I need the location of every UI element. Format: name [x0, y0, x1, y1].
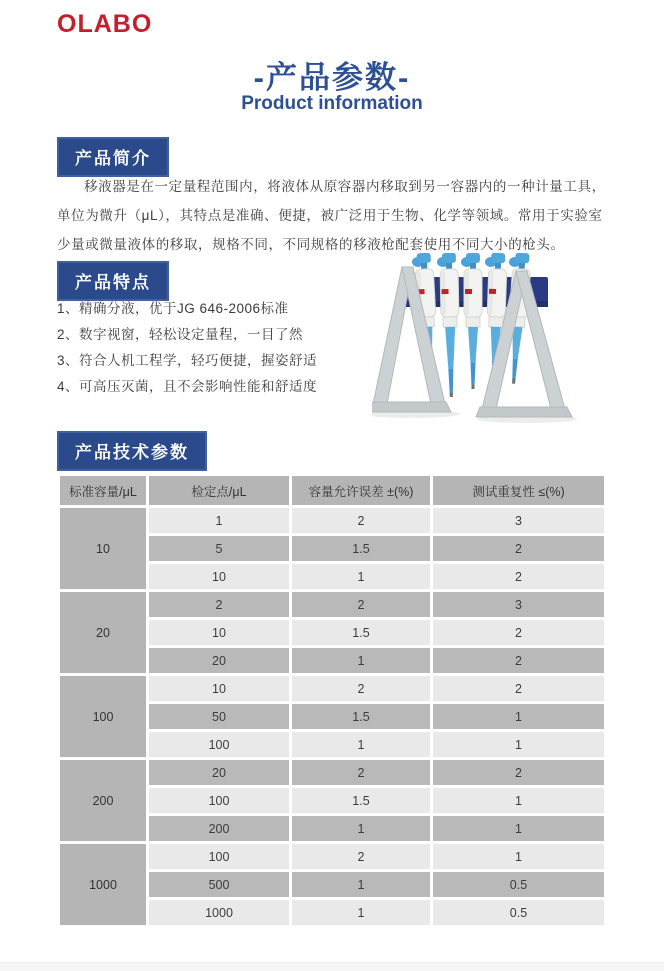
pipette — [464, 253, 482, 389]
capacity-cell: 1000 — [60, 844, 146, 925]
spec-cell: 1 — [433, 816, 604, 841]
table-row — [60, 844, 604, 869]
spec-cell: 20 — [149, 760, 289, 785]
spec-cell: 1.5 — [292, 620, 430, 645]
spec-cell: 10 — [149, 620, 289, 645]
spec-cell: 100 — [149, 844, 289, 869]
feature-item: 3、符合人机工程学，轻巧便捷，握姿舒适 — [57, 353, 318, 368]
feature-item: 1、精确分液，优于JG 646-2006标准 — [57, 301, 289, 316]
spec-cell: 100 — [149, 732, 289, 757]
spec-cell: 2 — [292, 508, 430, 533]
spec-cell: 1 — [292, 732, 430, 757]
section-heading-intro: 产品简介 — [57, 137, 169, 177]
intro-paragraph: 移液器是在一定量程范围内，将液体从原容器内移取到另一容器内的一种计量工具，单位为微升（μL），其特点是准确、便捷，被广泛用于生物、化学等领域。常用于实验室少量或微量液体的移取，规格不同，不同规格的移液枪配套使用不同大小的枪头。 — [57, 179, 606, 252]
feature-list — [57, 296, 357, 400]
spec-cell: 1 — [292, 872, 430, 897]
specs-table-header-row — [60, 476, 604, 505]
spec-cell: 200 — [149, 816, 289, 841]
specs-table — [57, 473, 607, 928]
pipette-stand-photo — [372, 253, 577, 431]
spec-cell: 1 — [292, 816, 430, 841]
spec-cell: 50 — [149, 704, 289, 729]
spec-cell: 1 — [149, 508, 289, 533]
spec-cell: 2 — [433, 760, 604, 785]
table-row — [60, 592, 604, 617]
specs-table-body — [60, 508, 604, 925]
spec-cell: 20 — [149, 648, 289, 673]
spec-cell: 2 — [433, 648, 604, 673]
spec-cell: 2 — [433, 620, 604, 645]
column-header: 检定点/μL — [149, 476, 289, 505]
spec-cell: 2 — [292, 592, 430, 617]
spec-cell: 500 — [149, 872, 289, 897]
spec-cell: 2 — [433, 564, 604, 589]
capacity-cell: 20 — [60, 592, 146, 673]
section-heading-features: 产品特点 — [57, 261, 169, 301]
spec-cell: 0.5 — [433, 872, 604, 897]
table-row — [60, 676, 604, 701]
spec-cell: 2 — [433, 676, 604, 701]
page-title-cn: -产品参数- — [253, 60, 411, 95]
section-heading-specs: 产品技术参数 — [57, 431, 207, 471]
capacity-cell: 10 — [60, 508, 146, 589]
spec-cell: 100 — [149, 788, 289, 813]
spec-cell: 2 — [292, 760, 430, 785]
capacity-cell: 100 — [60, 676, 146, 757]
column-header: 标准容量/μL — [60, 476, 146, 505]
spec-cell: 1 — [292, 900, 430, 925]
page-footer-strip — [0, 962, 664, 971]
spec-cell: 1 — [292, 648, 430, 673]
spec-cell: 1 — [433, 704, 604, 729]
spec-cell: 10 — [149, 676, 289, 701]
column-header: 测试重复性 ≤(%) — [433, 476, 604, 505]
spec-cell: 5 — [149, 536, 289, 561]
spec-cell: 2 — [149, 592, 289, 617]
spec-cell: 1 — [292, 564, 430, 589]
spec-cell: 1000 — [149, 900, 289, 925]
spec-cell: 2 — [433, 536, 604, 561]
spec-cell: 1 — [433, 788, 604, 813]
page-title-en: Product information — [241, 93, 423, 114]
brand-logo: OLABO — [57, 10, 153, 38]
feature-item: 2、数字视窗，轻松设定量程，一目了然 — [57, 327, 304, 342]
spec-cell: 1.5 — [292, 788, 430, 813]
spec-cell: 1 — [433, 844, 604, 869]
spec-cell: 0.5 — [433, 900, 604, 925]
pipette — [440, 253, 461, 397]
capacity-cell: 200 — [60, 760, 146, 841]
table-row — [60, 508, 604, 533]
spec-cell: 10 — [149, 564, 289, 589]
spec-cell: 1 — [433, 732, 604, 757]
table-row — [60, 760, 604, 785]
spec-cell: 2 — [292, 676, 430, 701]
spec-cell: 1.5 — [292, 704, 430, 729]
feature-item: 4、可高压灭菌，且不会影响性能和舒适度 — [57, 379, 318, 394]
column-header: 容量允许误差 ±(%) — [292, 476, 430, 505]
spec-cell: 3 — [433, 592, 604, 617]
spec-cell: 3 — [433, 508, 604, 533]
spec-cell: 1.5 — [292, 536, 430, 561]
spec-cell: 2 — [292, 844, 430, 869]
